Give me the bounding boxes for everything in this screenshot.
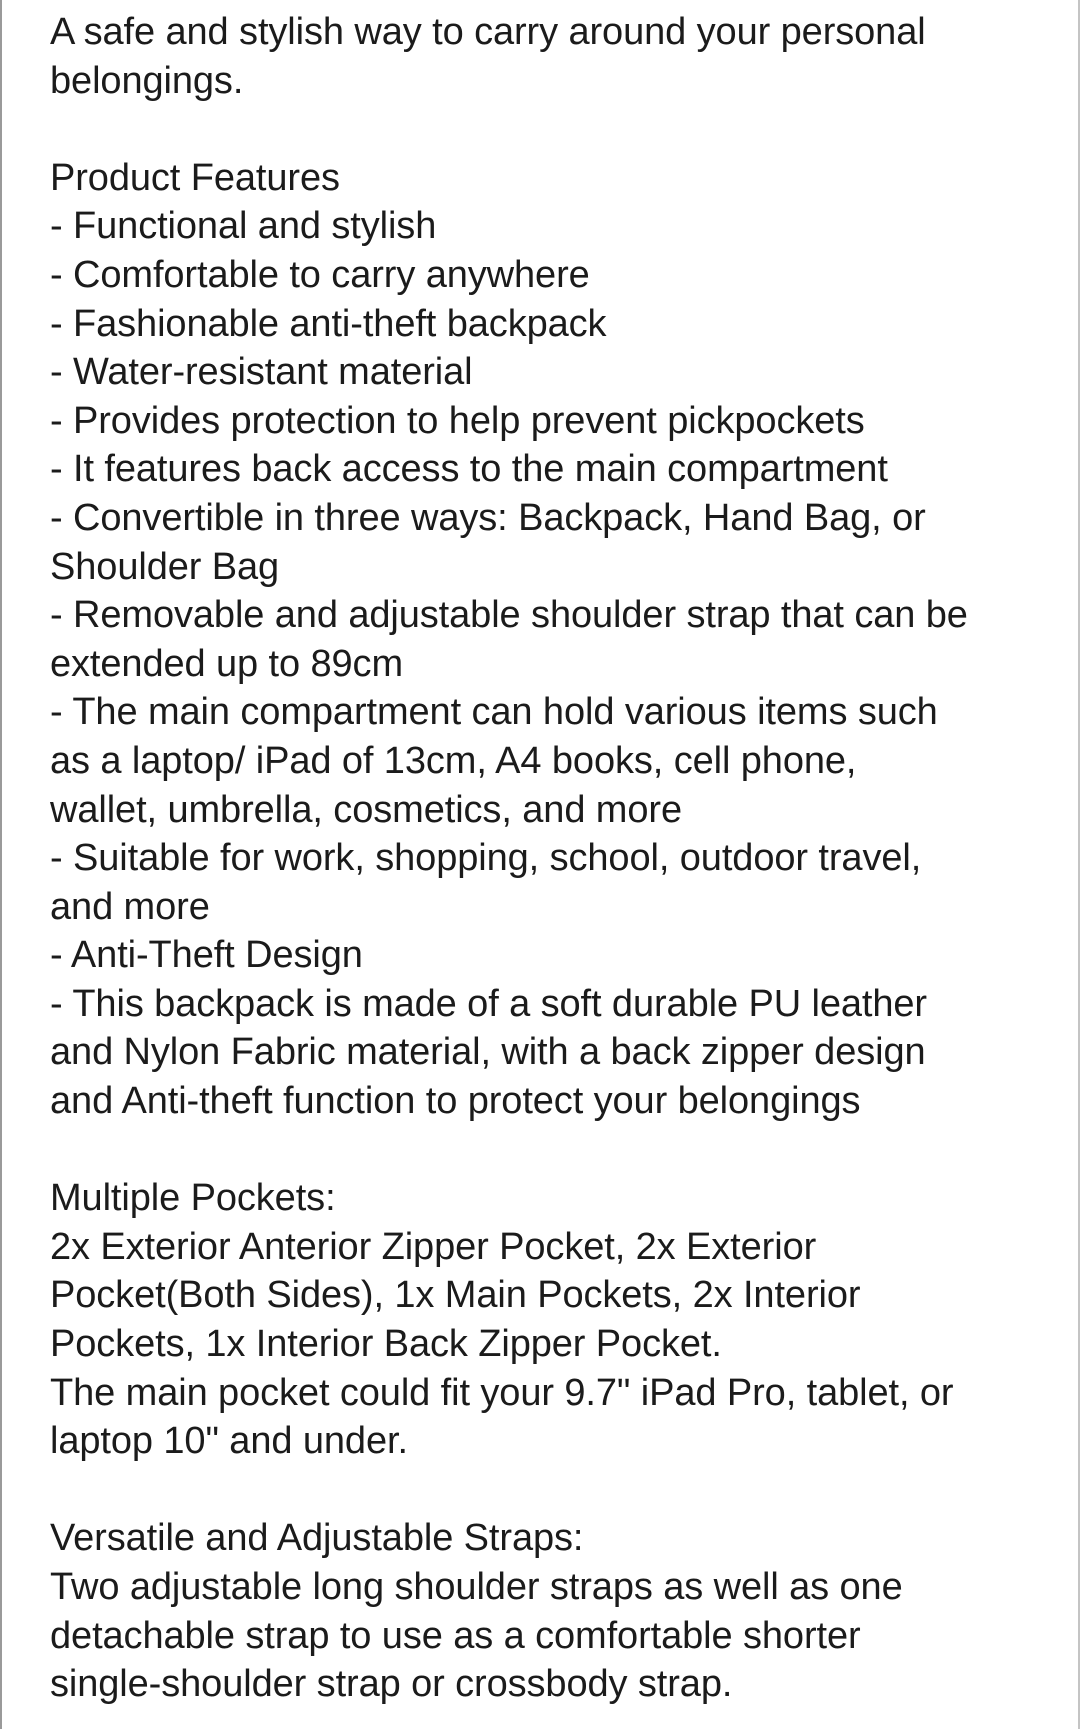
feature-line: - Suitable for work, shopping, school, outdoor travel, (50, 837, 922, 880)
pockets-line: laptop 10" and under. (50, 1420, 408, 1463)
feature-line: - Provides protection to help prevent pickpockets (50, 399, 865, 442)
feature-line: extended up to 89cm (50, 642, 404, 685)
straps-heading: Versatile and Adjustable Straps: (50, 1517, 584, 1560)
feature-line: - Functional and stylish (50, 205, 437, 248)
feature-line: as a laptop/ iPad of 13cm, A4 books, cell phone, (50, 739, 857, 782)
spacer (50, 1466, 1060, 1515)
feature-line: - This backpack is made of a soft durable PU leather (50, 982, 927, 1025)
feature-line: - Comfortable to carry anywhere (50, 253, 590, 296)
intro-line: A safe and stylish way to carry around your personal (50, 11, 926, 53)
feature-line: and Anti-theft function to protect your belongings (50, 1080, 861, 1123)
feature-line: and more (50, 885, 210, 928)
pockets-heading: Multiple Pockets: (50, 1177, 336, 1220)
feature-line: - Water-resistant material (50, 351, 473, 394)
feature-line: - Removable and adjustable shoulder strap that can be (50, 594, 968, 637)
straps-line: detachable strap to use as a comfortable shorter (50, 1614, 861, 1657)
product-description (50, 8, 1060, 1709)
pockets-line: 2x Exterior Anterior Zipper Pocket, 2x Exterior (50, 1225, 817, 1268)
features-heading: Product Features (50, 156, 340, 199)
straps-line: Two adjustable long shoulder straps as well as one (50, 1566, 903, 1608)
feature-line: Shoulder Bag (50, 545, 280, 588)
pockets-line: The main pocket could fit your 9.7" iPad Pro, tablet, or (50, 1371, 954, 1414)
feature-line: - It features back access to the main compartment (50, 448, 888, 491)
spacer (50, 1126, 1060, 1175)
spacer (50, 105, 1060, 154)
feature-line: and Nylon Fabric material, with a back zipper design (50, 1031, 926, 1074)
pockets-line: Pockets, 1x Interior Back Zipper Pocket. (50, 1323, 722, 1366)
left-border (0, 0, 2, 1729)
feature-line: - Fashionable anti-theft backpack (50, 302, 607, 345)
feature-line: - Anti-Theft Design (50, 934, 363, 977)
pockets-line: Pocket(Both Sides), 1x Main Pockets, 2x Interior (50, 1274, 861, 1317)
feature-line: wallet, umbrella, cosmetics, and more (50, 788, 682, 831)
straps-line: single-shoulder strap or crossbody strap. (50, 1663, 733, 1706)
feature-line: - The main compartment can hold various items such (50, 691, 938, 734)
feature-line: - Convertible in three ways: Backpack, Hand Bag, or (50, 496, 926, 539)
intro-line: belongings. (50, 59, 244, 102)
